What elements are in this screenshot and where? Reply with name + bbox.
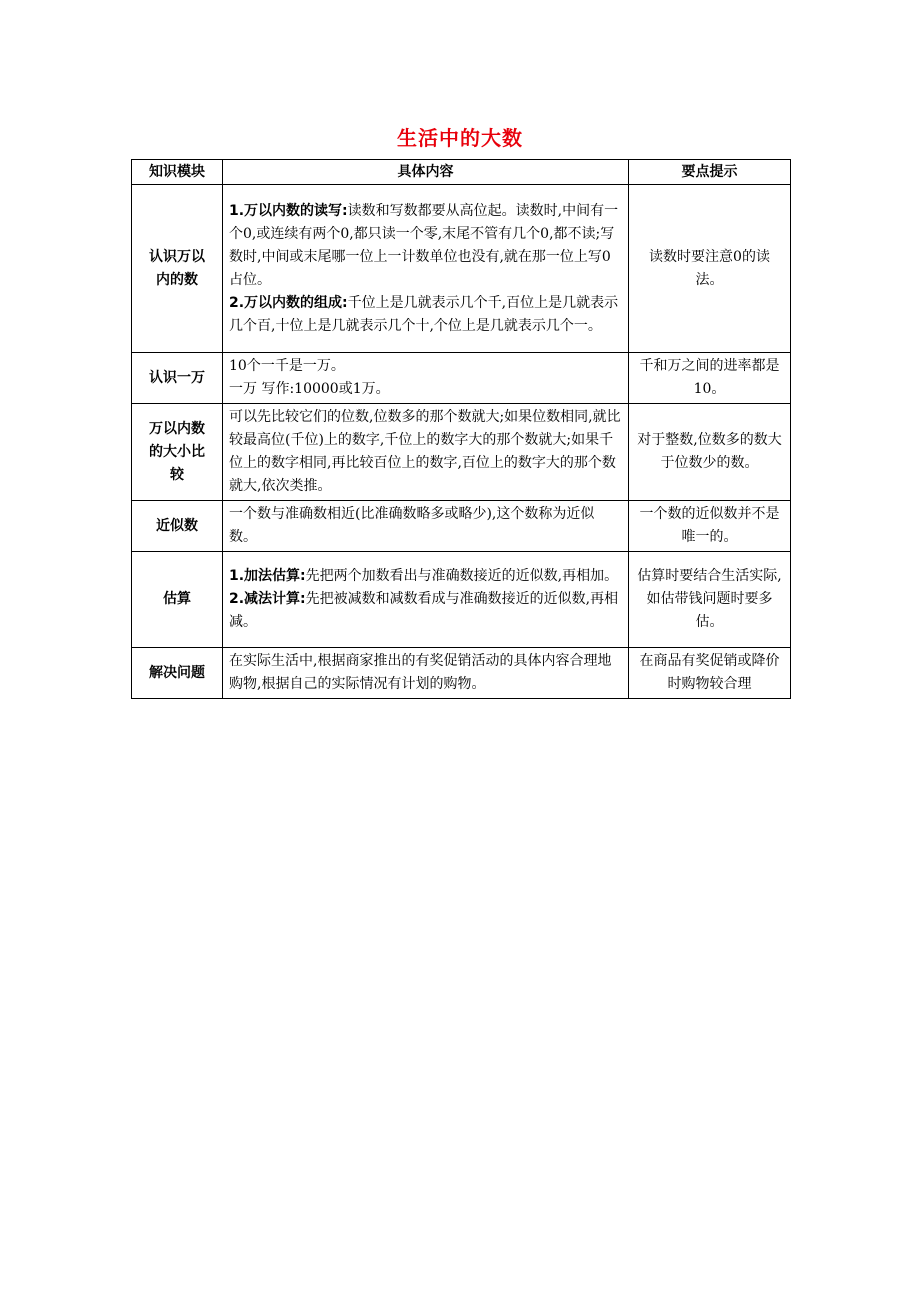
- module-cell: 解决问题: [132, 648, 223, 699]
- content-cell: [223, 648, 629, 699]
- tip-cell: 读数时要注意0的读法。: [629, 185, 791, 353]
- content-text: 先把被减数和减数看成与准确数接近的近似数,再相减。: [229, 591, 619, 630]
- content-text: 读数和写数都要从高位起。读数时,中间有一个0,或连续有两个0,都只读一个零,末尾不管有几个0,都不读;写数时,中间或末尾哪一位上一计数单位也没有,就在那一位上写0占位。: [229, 202, 619, 288]
- content-paragraph: 一个数与准确数相近(比准确数略多或略少),这个数称为近似数。: [229, 506, 595, 545]
- content-text: 先把两个加数看出与准确数接近的近似数,再相加。: [305, 568, 619, 584]
- tip-cell: 一个数的近似数并不是唯一的。: [629, 501, 791, 552]
- header-tip: 要点提示: [629, 160, 791, 185]
- table-row: [132, 552, 791, 648]
- content-label: 1.加法估算:: [229, 568, 306, 584]
- page-title: 生活中的大数: [397, 126, 523, 150]
- content-label: 2.万以内数的组成:: [229, 294, 348, 311]
- content-paragraph: 可以先比较它们的位数,位数多的那个数就大;如果位数相同,就比较最高位(千位)上的数字,千位上的数字大的那个数就大;如果千位上的数字相同,再比较百位上的数字,百位上的数字大的那个数就大,依次类推。: [229, 409, 621, 494]
- header-content: 具体内容: [223, 160, 629, 185]
- module-cell: 估算: [132, 552, 223, 648]
- table-row: [132, 404, 791, 501]
- content-text: 千位上是几就表示几个千,百位上是几就表示几个百,十位上是几就表示几个十,个位上是几就表示几个一。: [229, 294, 619, 334]
- tip-cell: 估算时要结合生活实际,如估带钱问题时要多估。: [629, 552, 791, 648]
- content-paragraph: [229, 588, 622, 634]
- tip-cell: 对于整数,位数多的数大于位数少的数。: [629, 404, 791, 501]
- content-paragraph: 在实际生活中,根据商家推出的有奖促销活动的具体内容合理地购物,根据自己的实际情况有计划的购物。: [229, 653, 612, 692]
- table-row: [132, 353, 791, 404]
- module-cell: 认识一万: [132, 353, 223, 404]
- content-cell: [223, 185, 629, 353]
- content-label: 2.减法计算:: [229, 591, 306, 607]
- content-paragraph: [229, 565, 622, 588]
- module-cell: 认识万以内的数: [132, 185, 223, 353]
- content-paragraph: [229, 200, 622, 292]
- content-label: 1.万以内数的读写:: [229, 202, 348, 219]
- tip-cell: 在商品有奖促销或降价时购物较合理: [629, 648, 791, 699]
- content-paragraph: [229, 292, 622, 338]
- table-header-row: [132, 160, 791, 185]
- table-row: [132, 648, 791, 699]
- tip-cell: 千和万之间的进率都是10。: [629, 353, 791, 404]
- header-module: 知识模块: [132, 160, 223, 185]
- knowledge-table: [131, 159, 791, 699]
- content-paragraph: 一万 写作:10000或1万。: [229, 381, 390, 397]
- content-cell: [223, 353, 629, 404]
- content-paragraph: 10个一千是一万。: [229, 358, 345, 374]
- content-cell: [223, 552, 629, 648]
- table-row: [132, 501, 791, 552]
- table-row: [132, 185, 791, 353]
- module-cell: 万以内数的大小比较: [132, 404, 223, 501]
- content-cell: [223, 501, 629, 552]
- module-cell: 近似数: [132, 501, 223, 552]
- content-cell: [223, 404, 629, 501]
